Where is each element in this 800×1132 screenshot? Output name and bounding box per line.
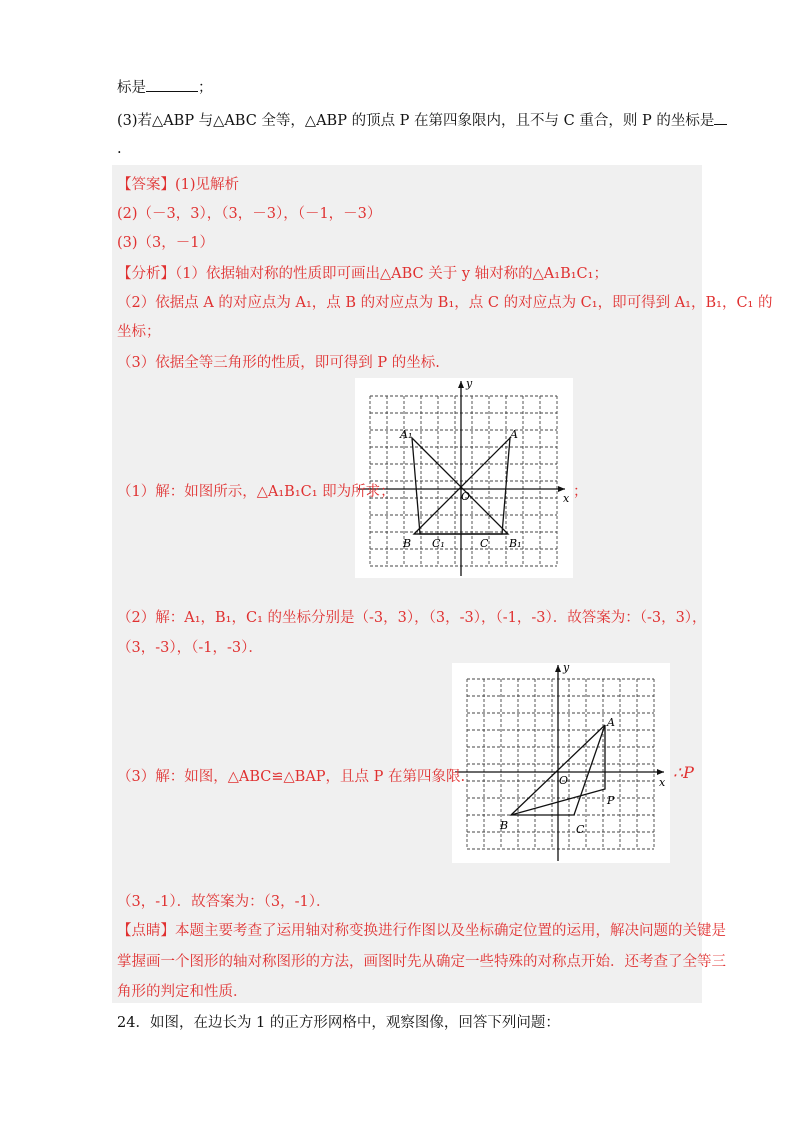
solution-part3-text: （3）解：如图，△ABC≌△BAP，且点 P 在第四象限. (117, 769, 466, 785)
solution-part2-text-1: （2）解：A₁，B₁，C₁ 的坐标分别是（-3，3），（3，-3），（-1，-3）．故答案为：（-3，3）， (117, 610, 707, 626)
analysis-text-4: （3）依据全等三角形的性质，即可得到 P 的坐标. (117, 355, 440, 371)
analysis-line2 (117, 291, 772, 312)
question-period (117, 141, 122, 157)
figure-1-svg (355, 378, 573, 578)
point-a1-label: A₁ (400, 428, 413, 441)
analysis-line3 (117, 320, 161, 341)
answer-part2-text: (2)（－3，3），（3，－3），（－1，－3） (117, 206, 382, 222)
comment-text-3: 角形的判定和性质． (117, 984, 248, 1000)
solution-part2-line1 (117, 606, 707, 627)
question-24 (117, 1011, 560, 1032)
figure-1-axes (358, 381, 565, 576)
question-text-end: ； (198, 80, 213, 96)
y-label: y (563, 663, 570, 674)
analysis-text-3: 坐标； (117, 324, 161, 340)
point-c-label: C (576, 823, 585, 836)
point-b1-label: B₁ (509, 537, 522, 550)
figure-1-grid (370, 396, 557, 566)
comment-label: 【点睛】 (117, 923, 175, 939)
answer-label: 【答案】 (117, 177, 175, 193)
point-b-label: B (403, 537, 412, 550)
therefore-p: ∴P (673, 763, 694, 782)
solution-part1 (117, 480, 395, 501)
point-a-label: A (607, 716, 615, 729)
solution-part3-answer (117, 890, 330, 911)
question-fragment-line1 (117, 76, 213, 97)
origin-label: O (559, 774, 569, 787)
solution-part2-text-2: （3，-3），（-1，-3）． (117, 640, 263, 656)
answer-blank (146, 77, 198, 92)
comment-text-2: 掌握画一个图形的轴对称图形的方法，画图时先从确定一些特殊的对称点开始．还考查了全等三 (117, 954, 726, 970)
triangle-a1b1c1 (412, 438, 508, 534)
x-label: x (659, 776, 666, 789)
solution-part2-line2 (117, 636, 263, 657)
analysis-label: 【分析】 (117, 266, 175, 282)
comment-line3 (117, 980, 248, 1001)
analysis-line1 (117, 262, 608, 283)
point-b-label: B (500, 819, 509, 832)
comment-text-1: 本题主要考查了运用轴对称变换进行作图以及坐标确定位置的运用，解决问题的关键是 (175, 923, 726, 939)
answer-part1-text: (1)见解析 (175, 177, 240, 193)
origin-label: O (461, 490, 471, 503)
solution-part3-therefore (673, 763, 694, 782)
triangle-abc (414, 438, 510, 534)
comment-line2 (117, 950, 726, 971)
figure-1 (355, 378, 573, 578)
answer-part1 (117, 173, 239, 194)
question-part3-text: (3)若△ABP 与△ABC 全等，△ABP 的顶点 P 在第四象限内，且不与 C 重合，则 P 的坐标是 (117, 113, 715, 129)
x-arrow-icon (657, 769, 664, 775)
x-label: x (563, 492, 570, 505)
point-p-label: P (607, 794, 615, 807)
y-arrow-icon (458, 381, 464, 388)
question-period-text: . (117, 141, 122, 157)
answer-part3 (117, 231, 214, 252)
answer-part3-text: (3)（3，－1） (117, 235, 214, 251)
solution-part3-answer-text: （3，-1）．故答案为：（3，-1）． (117, 894, 331, 910)
solution-part1-end (573, 480, 588, 501)
figure-2-grid (467, 679, 654, 849)
analysis-line4 (117, 351, 440, 372)
analysis-text-1: （1）依据轴对称的性质即可画出△ABC 关于 y 轴对称的△A₁B₁C₁； (175, 266, 608, 282)
question-text: 标是 (117, 80, 146, 96)
point-a-label: A (510, 428, 518, 441)
answer-blank-p (714, 110, 727, 125)
solution-part1-text: （1）解：如图所示，△A₁B₁C₁ 即为所求； (117, 484, 395, 500)
solution-part1-semicolon: ； (573, 484, 588, 500)
answer-part2 (117, 202, 381, 223)
question-24-text: 24．如图，在边长为 1 的正方形网格中，观察图像，回答下列问题： (117, 1015, 560, 1031)
figure-2-svg (452, 663, 670, 863)
question-part3 (117, 109, 727, 130)
solution-part3 (117, 765, 465, 786)
point-c1-label: C₁ (432, 537, 445, 550)
figure-2 (452, 663, 670, 863)
point-c-label: C (480, 537, 489, 550)
comment-line1 (117, 919, 726, 940)
analysis-text-2: （2）依据点 A 的对应点为 A₁，点 B 的对应点为 B₁，点 C 的对应点为 C₁，即可得到 A₁，B₁，C₁ 的 (117, 295, 773, 311)
y-arrow-icon (555, 665, 561, 672)
y-label: y (466, 378, 473, 390)
